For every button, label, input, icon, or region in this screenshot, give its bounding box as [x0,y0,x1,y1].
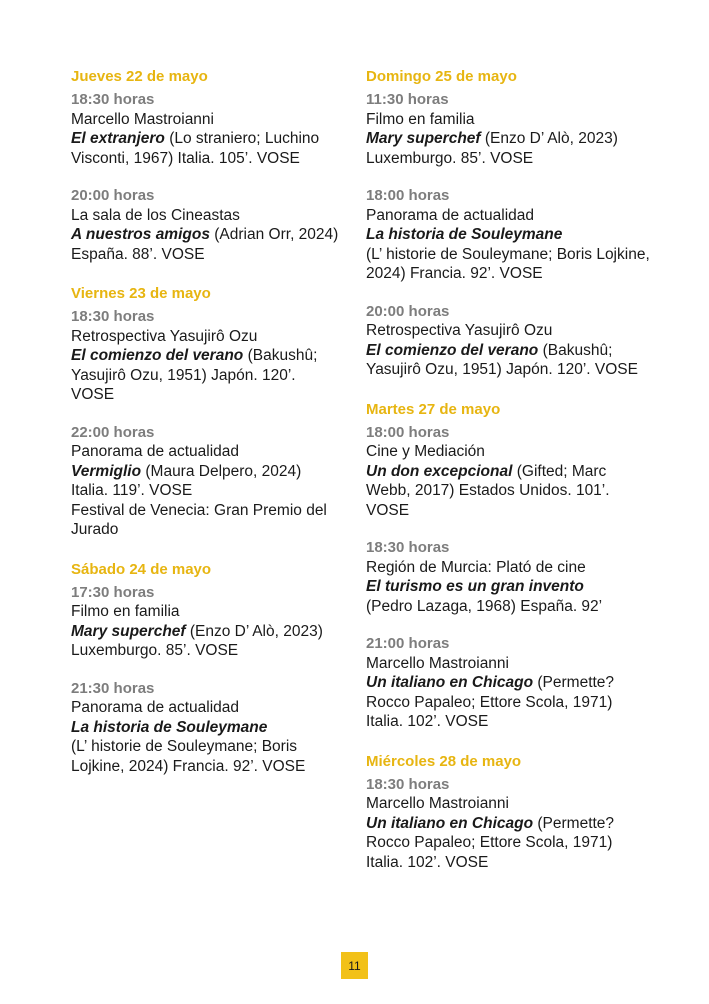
day-heading: Domingo 25 de mayo [366,68,517,85]
event-entry [366,634,651,732]
event-entry [71,186,341,264]
event-info [366,673,651,732]
event-info [71,129,341,168]
day-block [366,752,651,873]
event-info [366,462,651,521]
event-info [366,577,651,616]
event-info [71,622,341,661]
event-section: Retrospectiva Yasujirô Ozu [71,327,258,345]
event-section: Panorama de actualidad [71,699,240,716]
right-column [366,67,651,892]
film-details: (Pedro Lazaga, 1968) España. 92’ [366,597,603,615]
event-section: Retrospectiva Yasujirô Ozu [366,322,553,339]
day-block [71,560,341,777]
event-time: 21:00 horas [366,635,450,652]
event-time: 21:30 horas [71,679,155,697]
event-entry [366,775,651,873]
film-details: (Permette? Rocco Papaleo; Ettore Scola, 1971) Italia. 102’. VOSE [366,814,615,871]
film-details: (Permette? Rocco Papaleo; Ettore Scola, 1971) Italia. 102’. VOSE [366,674,615,730]
film-title: A nuestros amigos [71,226,210,243]
film-title: El turismo es un gran invento [366,578,584,595]
film-title: Mary superchef [366,130,481,147]
day-heading: Sábado 24 de mayo [71,560,212,578]
day-heading: Miércoles 28 de mayo [366,752,522,770]
event-time: 18:30 horas [71,308,155,325]
film-details: (L’ historie de Souleymane; Boris Lojkine, 2024) Francia. 92’. VOSE [366,245,650,282]
event-time: 18:30 horas [71,91,155,108]
film-title: El comienzo del verano [71,347,244,364]
left-column [71,67,341,796]
film-title: Un italiano en Chicago [366,674,534,691]
film-details: (Adrian Orr, 2024) España. 88’. VOSE [71,226,339,263]
event-info [366,129,651,168]
event-info [71,462,341,501]
film-details: (Lo straniero; Luchino Visconti, 1967) Italia. 105’. VOSE [71,130,320,167]
event-entry [366,538,651,616]
event-section: Panorama de actualidad [366,206,535,224]
event-time: 20:00 horas [71,187,155,204]
film-title: La historia de Souleymane [366,226,563,243]
event-time: 18:30 horas [366,539,450,556]
event-entry [366,423,651,521]
event-info [366,225,651,284]
day-block [366,67,651,380]
film-details: (Enzo D’ Alò, 2023) Luxemburgo. 85’. VOSE [71,622,323,659]
film-details: (Maura Delpero, 2024) Italia. 119’. VOSE [71,462,302,499]
film-details: (Gifted; Marc Webb, 2017) Estados Unidos. 101’. VOSE [366,462,610,519]
film-title: Un italiano en Chicago [366,814,534,832]
event-section: Cine y Mediación [366,443,485,460]
day-block [71,67,341,264]
film-title: Un don excepcional [366,462,513,480]
event-time: 17:30 horas [71,583,155,601]
event-time: 18:00 horas [366,423,450,441]
day-heading: Viernes 23 de mayo [71,285,211,302]
event-entry [366,302,651,380]
event-section: Marcello Mastroianni [366,654,509,672]
day-block [71,284,341,540]
event-entry [71,679,341,777]
event-section: Panorama de actualidad [71,443,240,460]
event-entry [71,90,341,168]
film-details: (L’ historie de Souleymane; Boris Lojkine, 2024) Francia. 92’. VOSE [71,738,306,775]
event-award-note: Festival de Venecia: Gran Premio del Jurado [71,501,327,538]
event-entry [366,186,651,284]
page-number-badge: 11 [341,952,368,979]
film-details: (Bakushû; Yasujirô Ozu, 1951) Japón. 120’. VOSE [366,341,638,378]
film-title: Vermiglio [71,462,142,480]
day-heading: Jueves 22 de mayo [71,68,208,85]
event-info [71,225,341,264]
event-time: 18:00 horas [366,187,450,204]
event-section: Filmo en familia [71,603,180,620]
event-section: Región de Murcia: Plató de cine [366,558,586,576]
event-time: 11:30 horas [366,91,449,108]
event-section: Filmo en familia [366,110,475,128]
event-entry [71,423,341,540]
event-entry [71,307,341,405]
film-title: El extranjero [71,130,165,147]
event-time: 18:30 horas [366,775,450,793]
event-info [366,814,651,873]
event-time: 20:00 horas [366,302,450,320]
film-title: Mary superchef [71,622,186,640]
film-title: La historia de Souleymane [71,718,268,736]
event-info [366,341,651,380]
film-details: (Bakushû; Yasujirô Ozu, 1951) Japón. 120’. VOSE [71,347,318,403]
film-title: El comienzo del verano [366,341,539,359]
film-details: (Enzo D’ Alò, 2023) Luxemburgo. 85’. VOSE [366,130,618,167]
day-block [366,400,651,732]
event-entry [366,90,651,168]
event-info [71,346,341,405]
event-section: La sala de los Cineastas [71,206,240,224]
event-time: 22:00 horas [71,423,155,441]
event-info [71,718,341,777]
event-section: Marcello Mastroianni [366,795,509,812]
event-section: Marcello Mastroianni [71,110,214,128]
day-heading: Martes 27 de mayo [366,400,501,418]
event-entry [71,583,341,661]
